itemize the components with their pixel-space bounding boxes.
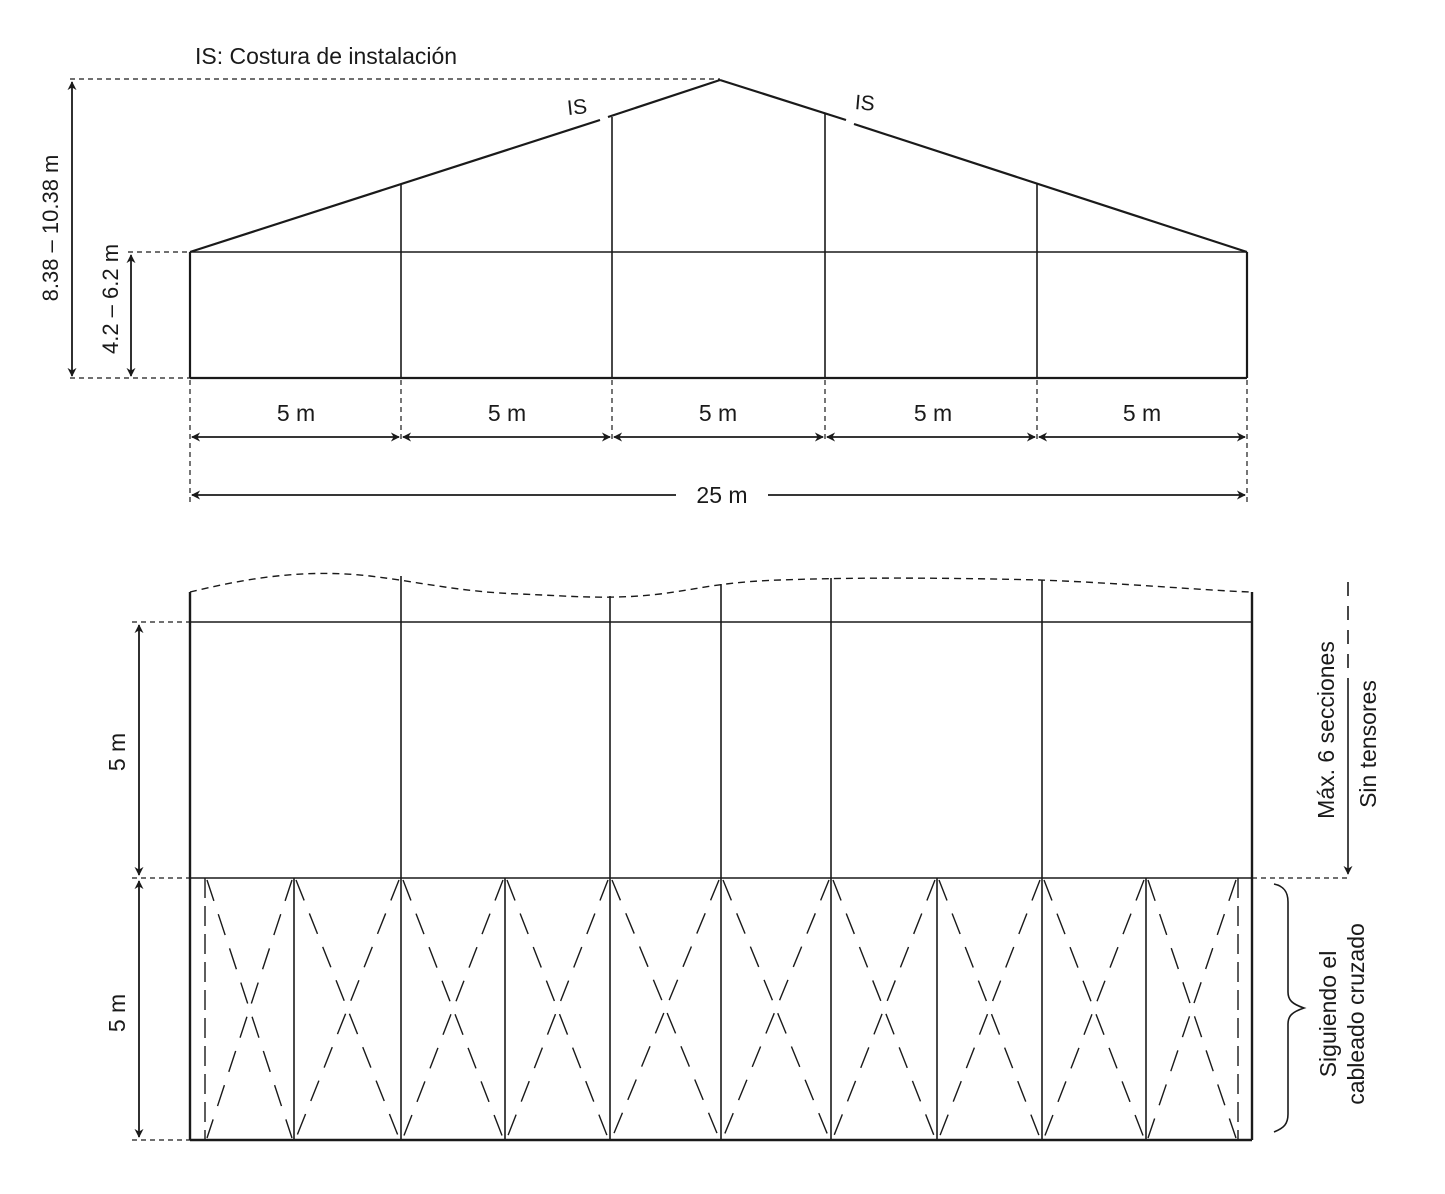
- roof-right-peak: [720, 80, 846, 120]
- seam-mark-left: IS: [566, 95, 589, 121]
- cross-cabling-label-line1: Siguiendo el: [1315, 950, 1341, 1078]
- total-width-label: 25 m: [696, 482, 748, 508]
- bay-width-label: 5 m: [487, 400, 527, 426]
- legend-text: IS: Costura de instalación: [195, 43, 458, 69]
- profile-view: [70, 79, 1247, 502]
- roof-left: [190, 120, 600, 252]
- no-tensioners-label: Sin tensores: [1355, 680, 1381, 808]
- max-sections-label: Máx. 6 secciones: [1313, 641, 1339, 819]
- overall-height-label: 8.38 – 10.38 m: [38, 154, 63, 302]
- side-view: [132, 573, 1348, 1140]
- bay-width-label: 5 m: [913, 400, 953, 426]
- bay-width-label: 5 m: [698, 400, 738, 426]
- cross-cabling-label-line2: cableado cruzado: [1343, 923, 1369, 1105]
- roof-left-peak: [608, 80, 720, 117]
- seam-mark-right: IS: [853, 91, 876, 116]
- upper-height-label: 5 m: [104, 732, 130, 772]
- cross-cabling-brace: [1274, 884, 1304, 1132]
- roof-right: [854, 124, 1247, 252]
- bay-width-label: 5 m: [1122, 400, 1162, 426]
- roof-silhouette: [190, 573, 1250, 597]
- lower-height-label: 5 m: [104, 993, 130, 1033]
- bay-width-label: 5 m: [276, 400, 316, 426]
- eave-height-label: 4.2 – 6.2 m: [98, 243, 123, 355]
